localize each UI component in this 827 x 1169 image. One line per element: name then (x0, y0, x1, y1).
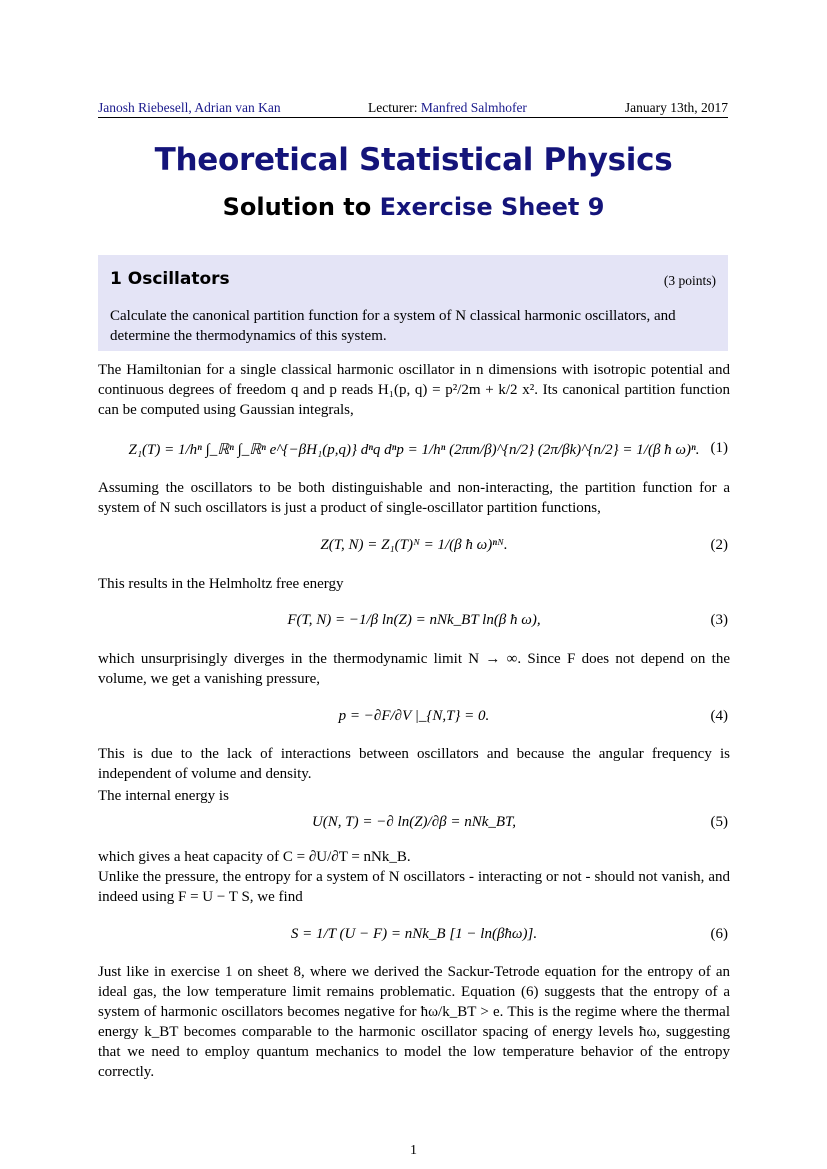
subtitle-prefix: Solution to (222, 193, 372, 221)
exercise-heading: 1 Oscillators (110, 269, 230, 289)
paragraph-8: Unlike the pressure, the entropy for a system of N oscillators - interacting or not - should not vanish, and indeed using F = U − T S, we find (98, 869, 730, 905)
equation-1 (98, 440, 730, 480)
equation-1-number: (1) (710, 440, 728, 456)
authors-link[interactable]: Janosh Riebesell, Adrian van Kan (98, 100, 281, 115)
equation-2-number: (2) (710, 537, 728, 553)
exercise-box (98, 255, 728, 351)
equation-3-formula: F(T, N) = −1/β ln(Z) = nNk_BT ln(β ħ ω), (287, 612, 541, 628)
equation-2 (98, 537, 730, 577)
equation-4-number: (4) (710, 708, 728, 724)
exercise-sheet-link[interactable]: Exercise Sheet 9 (379, 193, 605, 221)
equation-6-number: (6) (710, 926, 728, 942)
header-date: January 13th, 2017 (624, 100, 728, 115)
paragraph-9: Just like in exercise 1 on sheet 8, where we derived the Sackur-Tetrode equation for the entropy of an ideal gas, the low temperature limit remains problematic. Equation (6) suggests that the entropy of a system of harmonic oscillators becomes negative for ħω/k_BT > e. This is the regime where the thermal energy k_BT becomes comparable to the harmonic oscillator spacing of energy levels ħω, suggesting that we need to employ quantum mechanics to model the low temperature behavior of the entropy correctly. (98, 964, 730, 1080)
exercise-text: Calculate the canonical partition function for a system of N classical harmonic oscillators, and determine the thermodynamics of this system. (110, 308, 676, 344)
lecturer-label (368, 100, 527, 116)
equation-3-number: (3) (710, 612, 728, 628)
paragraph-3: This results in the Helmholtz free energy (98, 576, 344, 592)
equation-4-formula: p = −∂F/∂V |_{N,T} = 0. (338, 708, 490, 724)
paragraph-6: The internal energy is (98, 788, 229, 804)
lecturer-label-text: Lecturer: (368, 100, 418, 115)
paragraph-7: which gives a heat capacity of C = ∂U/∂T = nNk_B. (98, 849, 411, 865)
running-header (98, 99, 728, 118)
equation-4 (98, 708, 730, 748)
equation-5-number: (5) (710, 814, 728, 830)
page-number: 1 (410, 1143, 417, 1158)
paragraph-4: which unsurprisingly diverges in the thermodynamic limit N → ∞. Since F does not depend on the volume, we get a vanishing pressure, (98, 651, 730, 687)
equation-3 (98, 612, 730, 652)
paragraph-2: Assuming the oscillators to be both distinguishable and non-interacting, the partition function for a system of N such oscillators is just a product of single-oscillator partition functions, (98, 480, 730, 516)
paragraph-1: The Hamiltonian for a single classical harmonic oscillator in n dimensions with isotropic potential and continuous degrees of freedom q and p reads H₁(p, q) = p²/2m + k/2 x². Its canonical partition function can be computed using Gaussian integrals, (98, 362, 730, 418)
lecturer-link[interactable]: Manfred Salmhofer (420, 100, 527, 115)
paragraph-5: This is due to the lack of interactions between oscillators and because the angular frequency is independent of volume and density. (98, 746, 730, 782)
exercise-points: (3 points) (663, 273, 716, 288)
document-subtitle (0, 193, 827, 221)
equation-1-formula: Z₁(T) = 1/hⁿ ∫_ℝⁿ ∫_ℝⁿ e^{−βH₁(p,q)} dⁿq dⁿp = 1/hⁿ (2πm/β)^{n/2} (2π/βk)^{n/2} = 1/(β ħ ω)ⁿ. (128, 442, 700, 458)
equation-5-formula: U(N, T) = −∂ ln(Z)/∂β = nNk_BT, (311, 814, 517, 830)
equation-6-formula: S = 1/T (U − F) = nNk_B [1 − ln(βħω)]. (290, 926, 538, 942)
equation-6 (98, 926, 730, 966)
document-title: Theoretical Statistical Physics (154, 142, 673, 178)
equation-2-formula: Z(T, N) = Z₁(T)ᴺ = 1/(β ħ ω)ⁿᴺ. (320, 537, 508, 553)
